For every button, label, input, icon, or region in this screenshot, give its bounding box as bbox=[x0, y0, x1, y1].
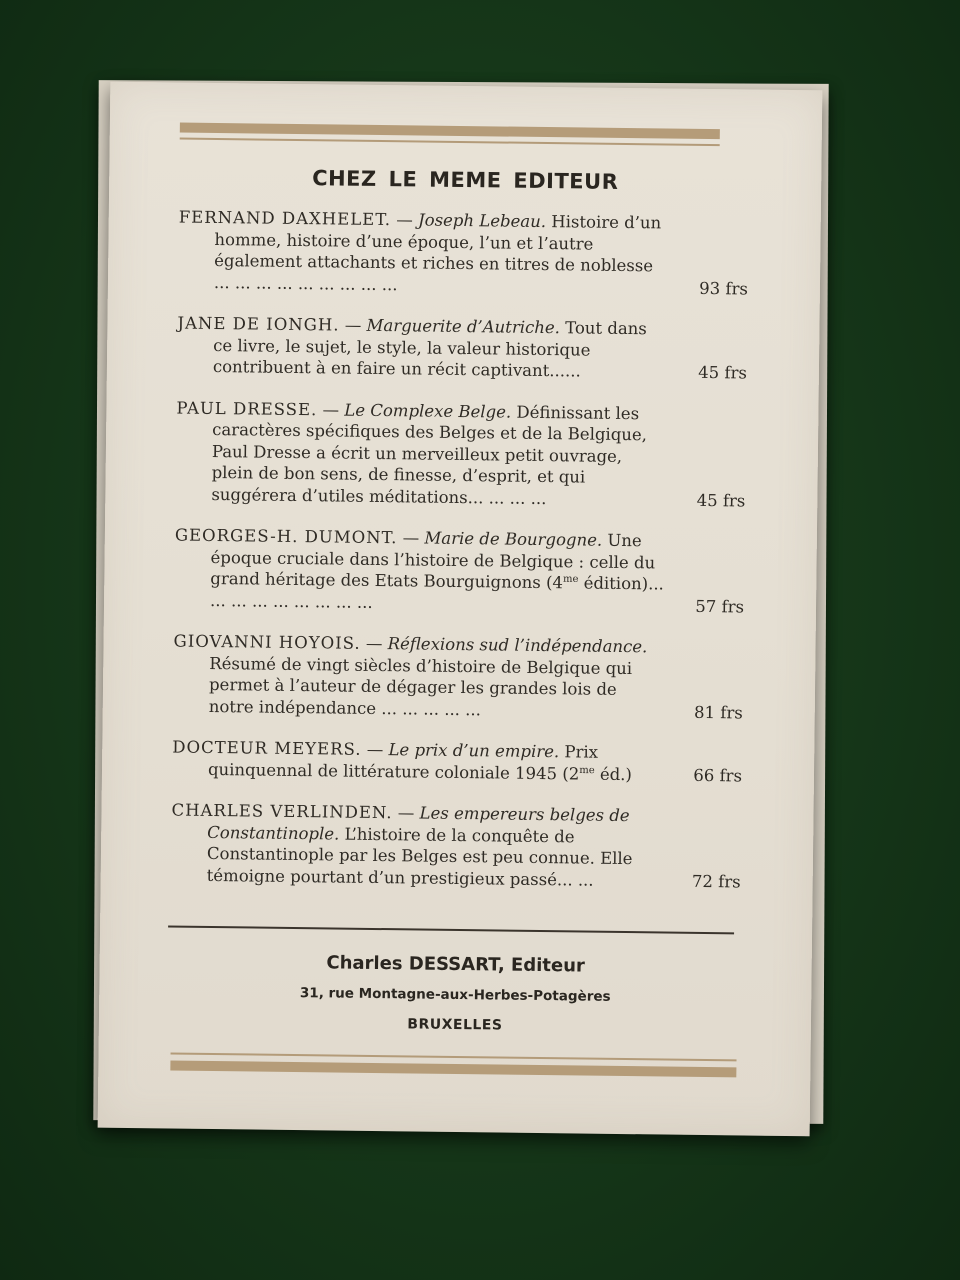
entry-title: Le Complexe Belge. bbox=[344, 400, 512, 422]
top-decorative-band bbox=[180, 123, 720, 147]
entry-description-end: édition)... ... ... ... ... ... ... ... ... bbox=[209, 573, 664, 612]
entry-price: 57 frs bbox=[695, 596, 745, 616]
publisher-list-heading: CHEZ LE MEME EDITEUR bbox=[312, 166, 619, 194]
book-list bbox=[170, 207, 749, 913]
entry-author: DOCTEUR MEYERS. bbox=[172, 737, 362, 759]
publisher-address: 31, rue Montagne-aux-Herbes-Potagères bbox=[299, 985, 611, 1005]
book-back-cover bbox=[98, 82, 823, 1137]
entry-author: GIOVANNI HOYOIS. bbox=[173, 631, 361, 653]
book-entry-de-iongh bbox=[177, 313, 748, 384]
entry-author: GEORGES-H. DUMONT. bbox=[174, 525, 398, 548]
entry-price: 93 frs bbox=[699, 278, 749, 298]
entry-price: 81 frs bbox=[693, 702, 743, 722]
book-entry-dresse bbox=[175, 397, 746, 511]
publisher-city: BRUXELLES bbox=[407, 1016, 503, 1034]
entry-description: L’histoire de la conquête de Constantinople par les Belges est peu connue. Elle témoigne pourtant d’un prestigieux passé... ... bbox=[206, 824, 633, 890]
entry-title: Joseph Lebeau. bbox=[417, 210, 547, 232]
entry-author: FERNAND DAXHELET. bbox=[178, 207, 392, 230]
book-entry-meyers bbox=[172, 736, 743, 786]
entry-dash: — bbox=[402, 528, 420, 548]
entry-author: CHARLES VERLINDEN. bbox=[171, 800, 393, 823]
entry-description: Histoire d’un homme, histoire d’une époque, l’un et l’autre également attachants et riches en titres de noblesse ... ... ... ... ... ... ... ... ... bbox=[213, 212, 662, 294]
entry-superscript: me bbox=[579, 764, 595, 776]
entry-title: Marguerite d’Autriche. bbox=[366, 315, 561, 338]
entry-description: Une époque cruciale dans l’histoire de Belgique : celle du grand héritage des Etats Bourguignons (4 bbox=[210, 530, 656, 593]
entry-description-end: éd.) bbox=[594, 764, 633, 784]
entry-title: Le prix d’un empire. bbox=[388, 740, 560, 762]
entry-price: 66 frs bbox=[693, 765, 743, 785]
entry-description: Prix quinquennal de littérature coloniale 1945 (2 bbox=[207, 742, 599, 783]
entry-superscript: me bbox=[562, 573, 579, 585]
entry-description: Tout dans ce livre, le sujet, le style, la valeur historique contribuent à en faire un récit captivant...... bbox=[212, 318, 647, 381]
entry-title: Les empereurs belges de Constantinople. bbox=[207, 803, 630, 844]
publisher-imprint bbox=[99, 950, 812, 1038]
entry-dash: — bbox=[322, 399, 340, 420]
bottom-decorative-band bbox=[170, 1052, 736, 1077]
entry-price: 72 frs bbox=[691, 871, 741, 891]
book-entry-hoyois bbox=[173, 631, 743, 724]
entry-description: Définissant les caractères spécifiques des Belges et de la Belgique, Paul Dresse a écrit un merveilleux petit ouvrage, plein de bon sens, de finesse, d’esprit, et qui suggérera d’utiles méditations... ... ... ... bbox=[211, 402, 648, 508]
book-entry-dumont bbox=[174, 525, 745, 618]
entry-dash: — bbox=[396, 210, 413, 230]
entry-dash: — bbox=[365, 633, 383, 654]
entry-dash: — bbox=[366, 739, 384, 760]
entry-description: Résumé de vingt siècles d’histoire de Belgique qui permet à l’auteur de dégager les grandes lois de notre indépendance ... ... ... ... ... bbox=[208, 653, 633, 719]
entry-price: 45 frs bbox=[698, 362, 748, 383]
entry-title: Réflexions sud l’indépendance. bbox=[387, 634, 648, 657]
separator-rule bbox=[168, 925, 734, 934]
entry-price: 45 frs bbox=[696, 490, 746, 510]
entry-dash: — bbox=[397, 803, 415, 823]
entry-dash: — bbox=[344, 315, 362, 335]
book-entry-daxhelet bbox=[178, 207, 749, 300]
entry-author: JANE DE IONGH. bbox=[177, 313, 340, 335]
entry-title: Marie de Bourgogne. bbox=[424, 528, 603, 550]
publisher-name: Charles DESSART, Editeur bbox=[326, 952, 585, 977]
entry-author: PAUL DRESSE. bbox=[176, 398, 318, 419]
book-entry-verlinden bbox=[171, 799, 741, 892]
